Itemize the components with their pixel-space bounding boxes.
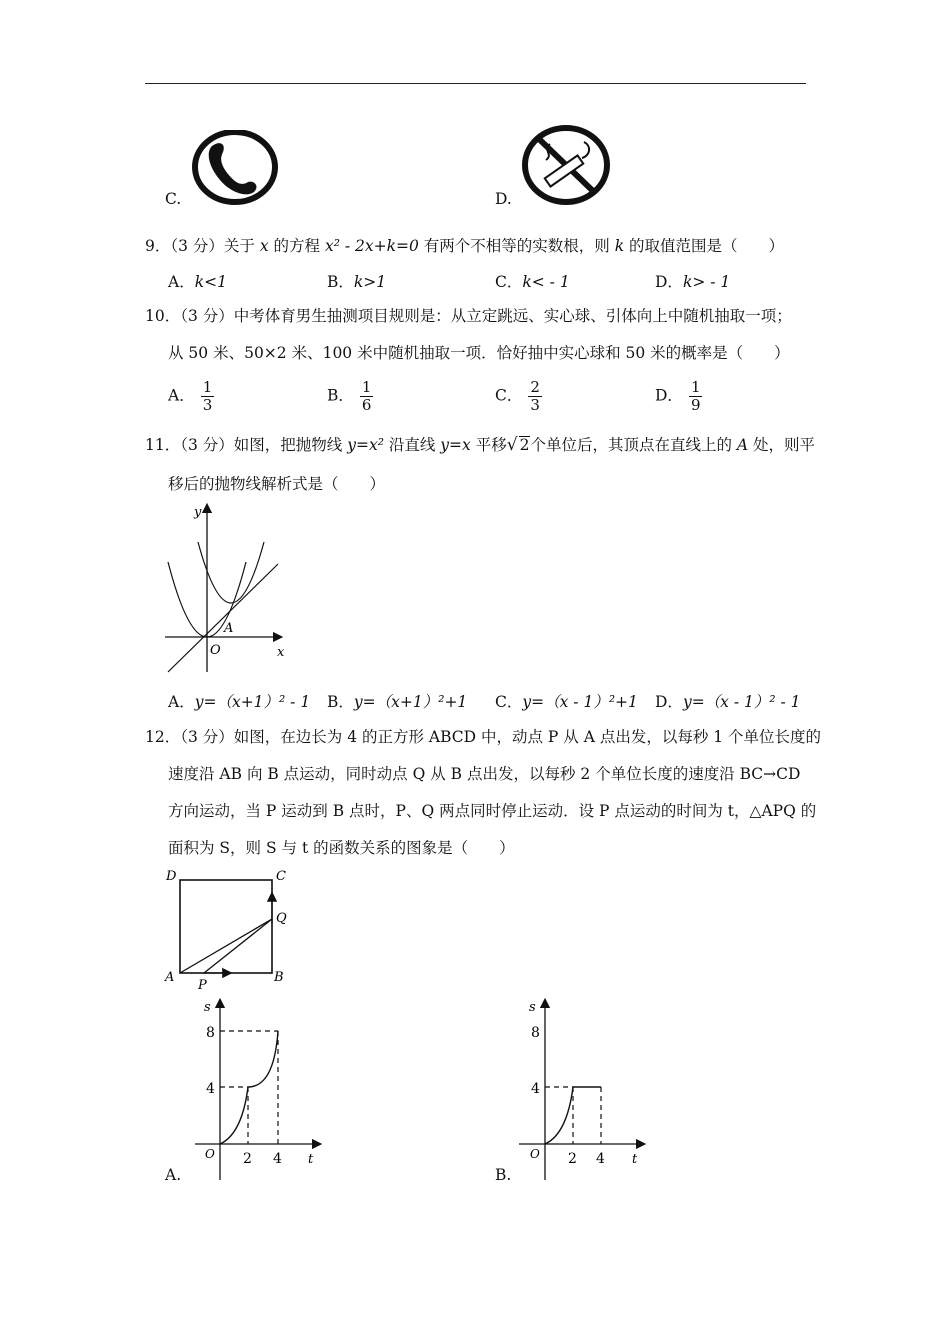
q10-option-c[interactable]: C． $\frac{2}{3}$ xyxy=(495,378,540,414)
q12-graph-b[interactable] xyxy=(514,995,654,1185)
origin-label: O xyxy=(210,643,221,658)
q12-option-b-label[interactable]: B. xyxy=(495,1166,512,1184)
tick-8: 8 xyxy=(531,1025,540,1041)
q9-option-b[interactable]: B．k>1 xyxy=(327,273,387,291)
origin-label: O xyxy=(205,1147,215,1161)
axis-y-label: y xyxy=(194,505,202,520)
axis-s-label: s xyxy=(204,1000,211,1015)
question-10-line-2: 从 50 米、50×2 米、100 米中随机抽取一项．恰好抽中实心球和 50 米的概率是（ ） xyxy=(168,344,790,362)
q11-option-b[interactable]: B．y=（x+1）²+1 xyxy=(327,693,468,711)
tick-t4: 4 xyxy=(596,1151,605,1167)
axis-x-label: x xyxy=(277,645,285,660)
vertex-c-label: C xyxy=(276,869,286,884)
tick-4: 4 xyxy=(531,1081,540,1097)
question-11-line-2: 移后的抛物线解析式是（ ） xyxy=(168,475,386,493)
q12-graph-a[interactable] xyxy=(190,995,330,1185)
question-10-line-1: 10．（3 分）中考体育男生抽测项目规则是：从立定跳远、实心球、引体向上中随机抽取一项； xyxy=(145,307,792,325)
q9-option-d[interactable]: D．k> - 1 xyxy=(655,273,731,291)
question-9: 9．（3 分）关于 x 的方程 x² - 2x+k=0 有两个不相等的实数根，则 k 的取值范围是（ ） xyxy=(145,237,785,255)
q11-option-d[interactable]: D．y=（x - 1）² - 1 xyxy=(655,693,801,711)
vertex-a-label: A xyxy=(224,621,234,636)
tick-t4: 4 xyxy=(273,1151,282,1167)
origin-label: O xyxy=(530,1147,540,1161)
q12-option-a-label[interactable]: A. xyxy=(165,1166,182,1184)
point-q-label: Q xyxy=(276,911,287,926)
vertex-d-label: D xyxy=(166,869,177,884)
no-smoking-sign-icon xyxy=(520,124,612,206)
option-c-label: C. xyxy=(165,190,182,208)
question-12-line-2: 速度沿 AB 向 B 点运动，同时动点 Q 从 B 点出发，以每秒 2 个单位长度的速度沿 BC→CD xyxy=(168,765,801,783)
point-p-label: P xyxy=(198,978,207,992)
question-11-line-1: 11．（3 分）如图，把抛物线 y=x² 沿直线 y=x 平移√ 2个单位后，其顶点在直线上的 A 处，则平 xyxy=(145,435,816,455)
axis-t-label: t xyxy=(632,1152,638,1167)
phone-sign-icon xyxy=(190,130,282,206)
question-12-line-4: 面积为 S，则 S 与 t 的函数关系的图象是（ ） xyxy=(168,839,515,857)
header-rule xyxy=(145,83,806,84)
option-d-label: D. xyxy=(495,190,512,208)
q10-option-b[interactable]: B． $\frac{1}{6}$ xyxy=(327,378,372,414)
vertex-a-label: A xyxy=(165,970,175,985)
q10-option-d[interactable]: D． $\frac{1}{9}$ xyxy=(655,378,701,414)
axis-s-label: s xyxy=(529,1000,536,1015)
q12-square-figure xyxy=(160,864,300,992)
tick-8: 8 xyxy=(206,1025,215,1041)
tick-t2: 2 xyxy=(243,1151,252,1167)
q11-option-a[interactable]: A．y=（x+1）² - 1 xyxy=(168,693,311,711)
q9-option-a[interactable]: A．k<1 xyxy=(168,273,227,291)
tick-t2: 2 xyxy=(568,1151,577,1167)
tick-4: 4 xyxy=(206,1081,215,1097)
question-12-line-1: 12．（3 分）如图，在边长为 4 的正方形 ABCD 中，动点 P 从 A 点出发，以每秒 1 个单位长度的 xyxy=(145,728,822,746)
question-12-line-3: 方向运动，当 P 运动到 B 点时，P、Q 两点同时停止运动．设 P 点运动的时间为 t，△APQ 的 xyxy=(168,802,817,820)
q11-option-c[interactable]: C．y=（x - 1）²+1 xyxy=(495,693,638,711)
vertex-b-label: B xyxy=(274,970,284,985)
axis-t-label: t xyxy=(308,1152,314,1167)
q9-option-c[interactable]: C．k< - 1 xyxy=(495,273,570,291)
q11-parabola-figure xyxy=(160,500,290,675)
q10-option-a[interactable]: A． $\frac{1}{3}$ xyxy=(168,378,213,414)
